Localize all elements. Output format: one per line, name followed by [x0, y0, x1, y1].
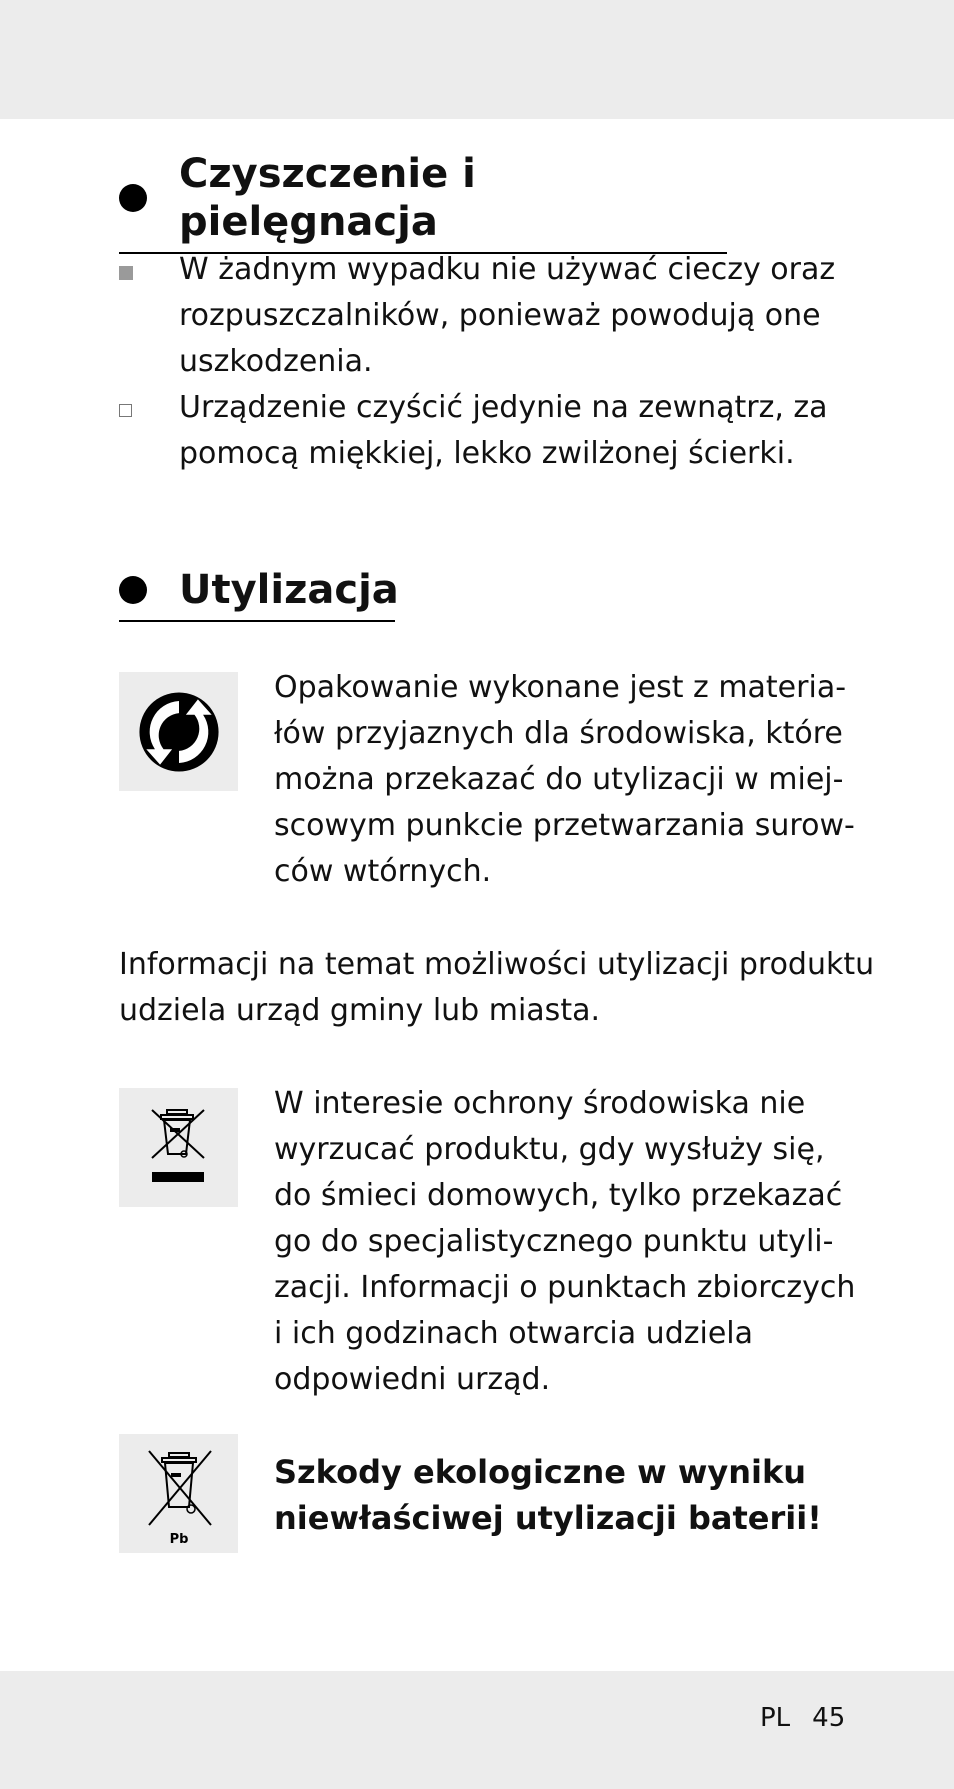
heading-bullet-icon	[119, 184, 147, 212]
packaging-text: Opakowanie wykonane jest z materia- łów przyjaznych dla środowiska, które można przekazać do utylizacji w miej- scowym punkcie przetwarzania surow- ców wtórnych.	[274, 670, 855, 889]
page-number: 45	[812, 1703, 846, 1733]
page-footer	[760, 1702, 845, 1734]
list-item: W żadnym wypadku nie używać cieczy oraz rozpuszczalników, ponieważ powodują one uszkodzenia.	[179, 252, 836, 379]
section-title: Czyszczenie i pielęgnacja	[179, 151, 476, 245]
disposal-info-text: Informacji na temat możliwości utylizacji produktu udziela urząd gminy lub miasta.	[119, 947, 875, 1028]
battery-icon-label: Pb	[169, 1531, 188, 1547]
checkbox-bullet-icon	[119, 404, 132, 417]
square-bullet-icon	[119, 266, 133, 280]
header-band	[0, 0, 954, 119]
section-title: Utylizacja	[179, 567, 399, 613]
footer-language: PL	[760, 1703, 791, 1733]
battery-warning: Szkody ekologiczne w wyniku niewłaściwej utylizacji baterii!	[274, 1453, 822, 1537]
heading-bullet-icon	[119, 576, 147, 604]
weee-text: W interesie ochrony środowiska nie wyrzucać produktu, gdy wysłuży się, do śmieci domowych, tylko przekazać go do specjalistycznego punktu utyli- zacji. Informacji o punktach zbiorczych i ich godzinach otwarcia udziela odpowiedni urząd.	[274, 1086, 856, 1397]
section-heading-cleaning	[119, 150, 727, 254]
weee-bin-icon	[119, 1088, 238, 1207]
battery-bin-icon	[119, 1434, 238, 1553]
recycle-icon	[119, 672, 238, 791]
section-heading-disposal	[119, 566, 399, 622]
list-item: Urządzenie czyścić jedynie na zewnątrz, za pomocą miękkiej, lekko zwilżonej ścierki.	[179, 390, 828, 471]
